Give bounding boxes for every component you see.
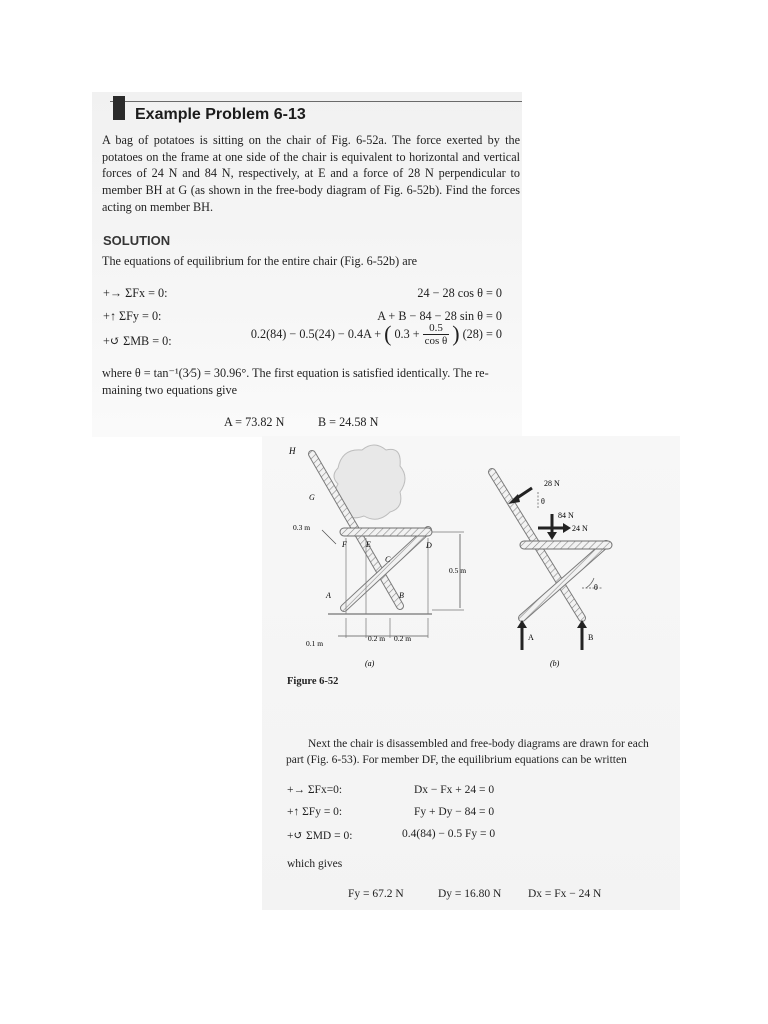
solution-heading: SOLUTION xyxy=(103,233,171,248)
sublabel-a: (a) xyxy=(365,659,375,668)
eq1-label: +→ ΣFx = 0: xyxy=(103,286,168,300)
df-result-dy: Dy = 16.80 N xyxy=(438,888,502,900)
eq3-frac-pre: 0.3 + xyxy=(394,326,420,341)
result-b: B = 24.58 N xyxy=(318,415,379,429)
eq3-frac-num: 0.5 xyxy=(423,322,450,335)
eq3-fraction xyxy=(423,322,450,347)
problem-statement: A bag of potatoes is sitting on the chair of Fig. 6-52a. The force exerted by the potatoes on the frame at one side of the chair is equivalent to horizontal and vertical forces of 24 N and 84 N, respectively, at E and a force of 28 N perpendicular to member BH at G (as shown in the free-body diagram of Fig. 6-52b). Find the forces acting on member BH. xyxy=(102,133,520,214)
df-eq2-expr: Fy + Dy − 84 = 0 xyxy=(414,806,495,818)
header-marker xyxy=(113,96,125,120)
label-d: D xyxy=(426,541,432,550)
dim-0-5m: 0.5 m xyxy=(449,566,467,575)
figure-caption: Figure 6-52 xyxy=(287,676,339,687)
solution-intro: The equations of equilibrium for the entire chair (Fig. 6-52b) are xyxy=(102,254,418,268)
label-e: E xyxy=(366,540,371,549)
df-result-fy: Fy = 67.2 N xyxy=(348,888,404,900)
label-a: A xyxy=(326,591,331,600)
df-eq3-label: +↺ ΣMD = 0: xyxy=(287,830,353,842)
theta-top-label: θ xyxy=(541,497,545,506)
df-eq3-expr: 0.4(84) − 0.5 Fy = 0 xyxy=(402,828,496,840)
eq3-paren-open: ( xyxy=(384,321,392,346)
solution-note-line2: maining two equations give xyxy=(102,383,238,397)
df-result-dx: Dx = Fx − 24 N xyxy=(528,888,602,900)
reaction-a-label: A xyxy=(528,633,534,642)
chair-diagram-b xyxy=(492,472,612,668)
eq2-expr: A + B − 84 − 28 sin θ = 0 xyxy=(377,309,502,323)
df-which-gives: which gives xyxy=(287,858,343,870)
chair-diagram-a xyxy=(288,445,466,668)
df-intro-line1: Next the chair is disassembled and free-body diagrams are drawn for each xyxy=(308,738,649,750)
member-df xyxy=(340,528,432,536)
label-b: B xyxy=(399,591,404,600)
label-f: F xyxy=(342,540,347,549)
eq2-label: +↑ ΣFy = 0: xyxy=(103,309,162,323)
dim-0-1m: 0.1 m xyxy=(306,639,324,648)
df-intro-line2: part (Fig. 6-53). For member DF, the equilibrium equations can be written xyxy=(286,754,627,766)
eq3-right: (28) = 0 xyxy=(462,326,502,341)
fbd-member-df xyxy=(520,541,612,549)
solution-note-line1: where θ = tan⁻¹(3⁄5) = 30.96°. The first equation is satisfied identically. The re- xyxy=(102,366,489,380)
dim-0-2m-a: 0.2 m xyxy=(368,634,386,643)
result-a: A = 73.82 N xyxy=(224,415,285,429)
eq3-left: 0.2(84) − 0.5(24) − 0.4A + xyxy=(250,326,382,341)
force-28n-label: 28 N xyxy=(544,479,560,488)
force-24n-label: 24 N xyxy=(572,524,588,533)
label-c: C xyxy=(385,555,391,564)
dim-0-3m: 0.3 m xyxy=(293,523,311,532)
example-title: Example Problem 6-13 xyxy=(135,106,306,123)
reaction-b-label: B xyxy=(588,633,594,642)
eq3-label: +↺ ΣMB = 0: xyxy=(103,334,172,348)
header-rule xyxy=(110,101,522,102)
eq3-frac-den: cos θ xyxy=(424,334,448,347)
label-h: H xyxy=(289,446,296,456)
figure-6-52 xyxy=(282,438,627,674)
df-eq1-label: +→ ΣFx=0: xyxy=(287,784,343,796)
eq3-expr xyxy=(251,321,502,347)
eq1-expr: 24 − 28 cos θ = 0 xyxy=(417,286,502,300)
label-g: G xyxy=(309,493,315,502)
force-84n-label: 84 N xyxy=(558,511,574,520)
df-eq1-expr: Dx − Fx + 24 = 0 xyxy=(414,784,495,796)
sublabel-b: (b) xyxy=(550,659,560,668)
theta-low-label: θ xyxy=(594,583,598,592)
df-eq2-label: +↑ ΣFy = 0: xyxy=(287,806,343,818)
dim-0-2m-b: 0.2 m xyxy=(394,634,412,643)
eq3-paren-close: ) xyxy=(452,321,460,346)
